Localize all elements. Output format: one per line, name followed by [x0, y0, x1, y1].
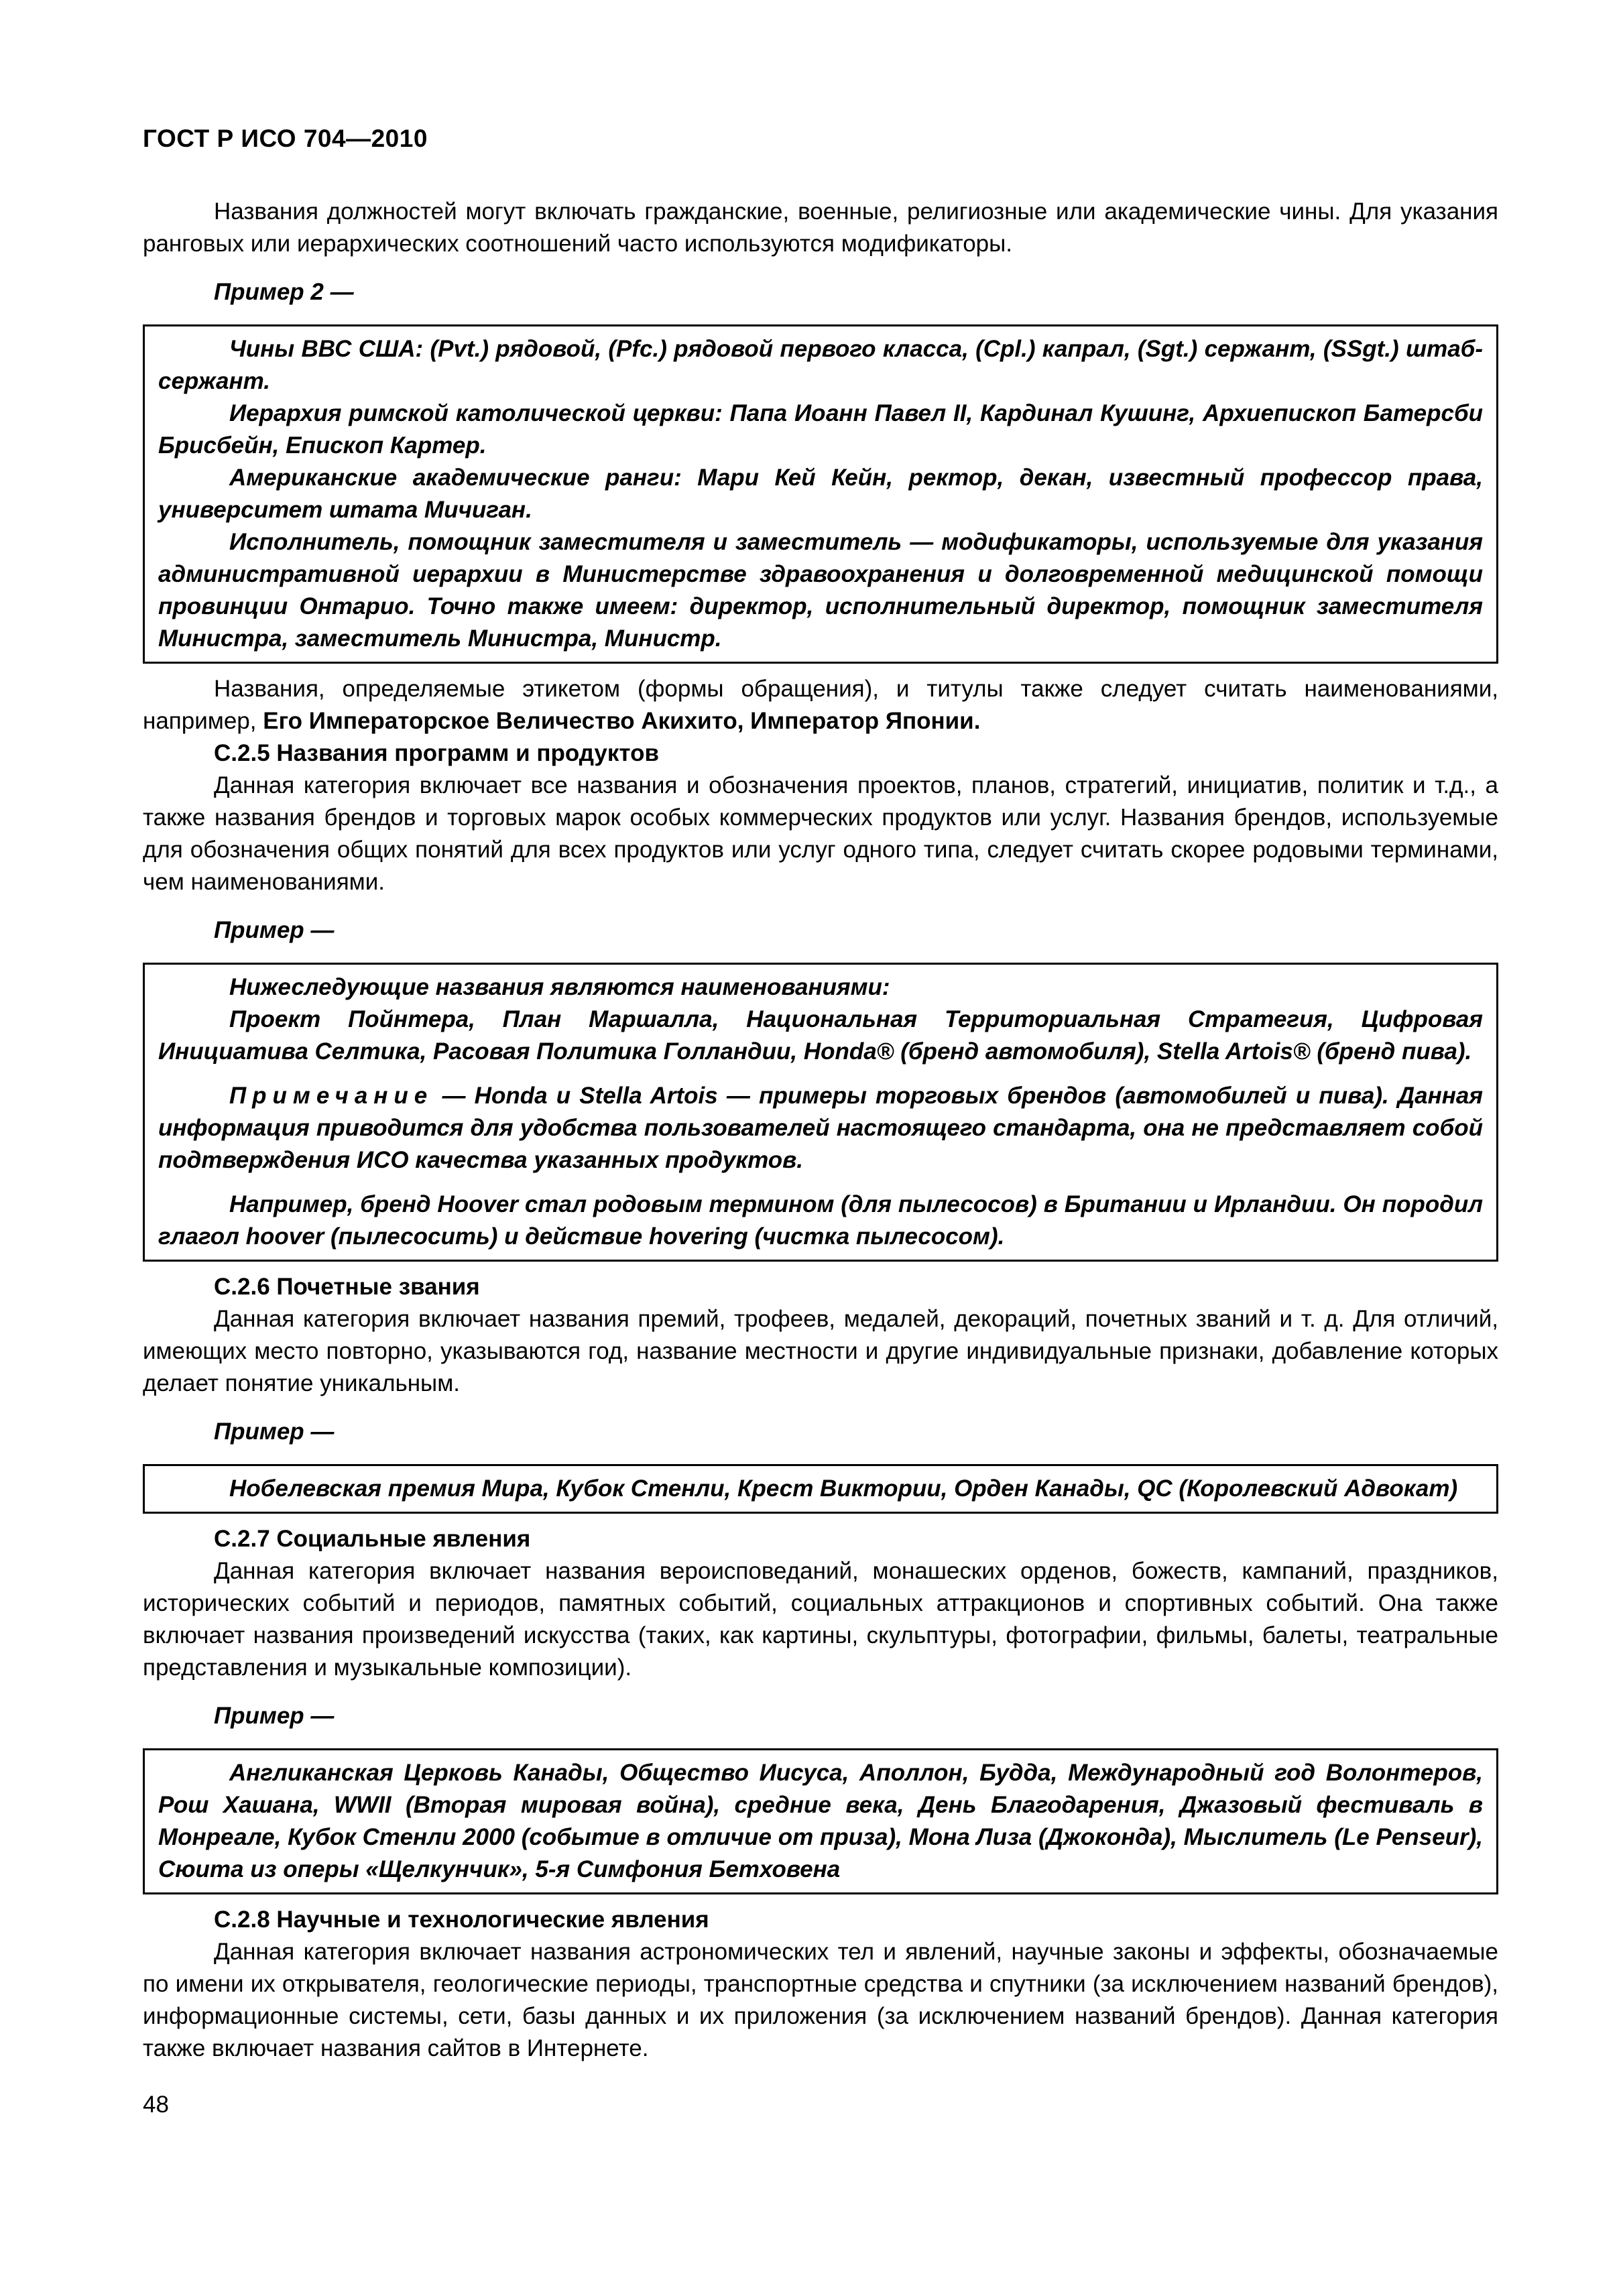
example-2-line: Чины ВВС США: (Pvt.) рядовой, (Pfc.) рядовой первого класса, (Cpl.) капрал, (Sgt.) сержант, (SSgt.) штаб-сержант. — [158, 336, 1483, 394]
section-c25-box-line: Проект Пойнтера, План Маршалла, Национальная Территориальная Стратегия, Цифровая Инициатива Селтика, Расовая Политика Голландии, Honda® (бренд автомобиля), Stella Artois® (бренд пива). — [158, 1006, 1483, 1065]
note-text: — Honda и Stella Artois — примеры торговых брендов (автомобилей и пива). Данная информация приводится для удобства пользователей настоящего стандарта, она не представляет собой подтверждения ИСО качества указанных продуктов. — [158, 1083, 1483, 1173]
section-c27-example-label: Пример — — [214, 1703, 335, 1729]
section-c25-paragraph: Данная категория включает все названия и обозначения проектов, планов, стратегий, инициатив, политик и т.д., а также названия брендов и торговых марок особых коммерческих продуктов или услуг. Названия брендов, используемые для обозначения общих понятий для всех продуктов или услуг одного типа, следует считать скорее родовыми терминами, чем наименованиями. — [143, 772, 1498, 895]
page-number: 48 — [143, 2092, 169, 2118]
example-2-box — [143, 324, 1498, 664]
section-c25-note — [158, 1080, 1483, 1176]
etiquette-bold-example: Его Императорское Величество Акихито, Император Японии. — [263, 708, 981, 734]
section-c25-example-label: Пример — — [214, 917, 335, 943]
note-label: Примечание — [229, 1083, 434, 1109]
section-c25-box-line: Нижеследующие названия являются наименованиями: — [229, 974, 890, 1000]
section-c26-box-line: Нобелевская премия Мира, Кубок Стенли, Крест Виктории, Орден Канады, QC (Королевский Адвокат) — [229, 1475, 1458, 1502]
etiquette-paragraph — [143, 673, 1498, 737]
etiquette-text: Названия, определяемые этикетом (формы обращения), и титулы также следует считать наименованиями, например, — [143, 676, 1498, 734]
section-c26-title: С.2.6 Почетные звания — [214, 1274, 480, 1300]
section-c25-box-line: Например, бренд Hoover стал родовым термином (для пылесосов) в Британии и Ирландии. Он породил глагол hoover (пылесосить) и действие hovering (чистка пылесосом). — [158, 1191, 1483, 1250]
section-c27-example-box — [143, 1748, 1498, 1894]
example-2-line: Американские академические ранги: Мари Кей Кейн, ректор, декан, известный профессор права, университет штата Мичиган. — [158, 465, 1483, 523]
section-c28-paragraph: Данная категория включает названия астрономических тел и явлений, научные законы и эффекты, обозначаемые по имени их открывателя, геологические периоды, транспортные средства и спутники (за исключением названий брендов), информационные системы, сети, базы данных и их приложения (за исключением названий брендов). Данная категория также включает названия сайтов в Интернете. — [143, 1939, 1498, 2061]
section-c28-title: С.2.8 Научные и технологические явления — [214, 1907, 709, 1933]
document-header: ГОСТ Р ИСО 704—2010 — [143, 125, 428, 152]
section-c26-example-label: Пример — — [214, 1418, 335, 1445]
section-c27-paragraph: Данная категория включает названия вероисповеданий, монашеских орденов, божеств, кампаний, праздников, исторических событий и периодов, памятных событий, социальных аттракционов и спортивных событий. Она также включает названия произведений искусства (таких, как картины, скульптуры, фотографии, фильмы, балеты, театральные представления и музыкальные композиции). — [143, 1558, 1498, 1681]
example-2-label: Пример 2 — — [214, 279, 354, 305]
document-page — [143, 114, 1498, 2121]
section-c27-box-line: Англиканская Церковь Канады, Общество Иисуса, Аполлон, Будда, Международный год Волонтеров, Рош Хашана, WWII (Вторая мировая война), средние века, День Благодарения, Джазовый фестиваль в Монреале, Кубок Стенли 2000 (событие в отличие от приза), Мона Лиза (Джоконда), Мыслитель (Le Penseur), Сюита из оперы «Щелкунчик», 5-я Симфония Бетховена — [158, 1760, 1483, 1882]
section-c26-paragraph: Данная категория включает названия премий, трофеев, медалей, декораций, почетных званий и т. д. Для отличий, имеющих место повторно, указываются год, название местности и другие индивидуальные признаки, добавление которых делает понятие уникальным. — [143, 1306, 1498, 1396]
example-2-line: Иерархия римской католической церкви: Папа Иоанн Павел II, Кардинал Кушинг, Архиепископ Батерсби Брисбейн, Епископ Картер. — [158, 400, 1483, 459]
section-c25-example-box — [143, 963, 1498, 1262]
section-c25-title: С.2.5 Названия программ и продуктов — [214, 740, 659, 766]
section-c27-title: С.2.7 Социальные явления — [214, 1526, 531, 1552]
intro-paragraph: Названия должностей могут включать гражданские, военные, религиозные или академические чины. Для указания ранговых или иерархических соотношений часто используются модификаторы. — [143, 198, 1498, 257]
example-2-line: Исполнитель, помощник заместителя и заместитель — модификаторы, используемые для указания административной иерархии в Министерстве здравоохранения и долговременной медицинской помощи провинции Онтарио. Точно также имеем: директор, исполнительный директор, помощник заместителя Министра, заместитель Министра, Министр. — [158, 529, 1483, 652]
section-c26-example-box — [143, 1464, 1498, 1514]
